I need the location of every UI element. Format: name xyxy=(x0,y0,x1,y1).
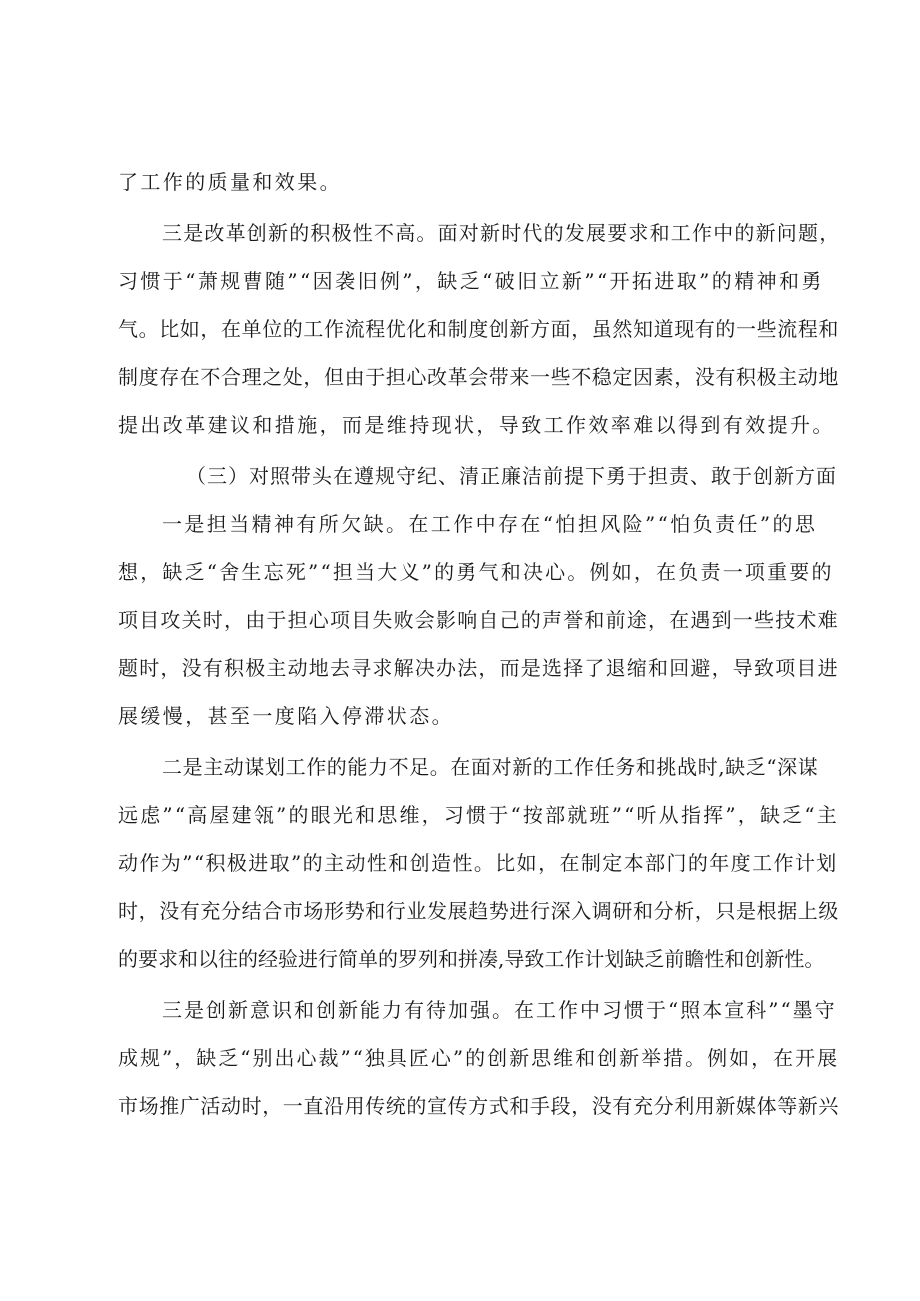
paragraph-line: 市场推广活动时，一直沿用传统的宣传方式和手段，没有充分利用新媒体等新兴 xyxy=(118,1094,839,1118)
paragraph-line: 展缓慢，甚至一度陷入停滞状态。 xyxy=(118,704,454,728)
paragraph-line: 气。比如，在单位的工作流程优化和制度创新方面，虽然知道现有的一些流程和 xyxy=(118,317,839,341)
paragraph-line: 题时，没有积极主动地去寻求解决办法，而是选择了退缩和回避，导致项目进 xyxy=(118,656,839,680)
paragraph-line: 远虑”“高屋建瓴”的眼光和思维，习惯于“按部就班”“听从指挥”，缺乏“主 xyxy=(118,803,839,827)
paragraph-line: 二是主动谋划工作的能力不足。在面对新的工作任务和挑战时,缺乏“深谋 xyxy=(162,755,819,779)
paragraph-line: 成规”，缺乏“别出心裁”“独具匠心”的创新思维和创新举措。例如，在开展 xyxy=(118,1046,840,1070)
paragraph-line: 想，缺乏“舍生忘死”“担当大义”的勇气和决心。例如，在负责一项重要的 xyxy=(118,560,834,584)
paragraph-line: 动作为”“积极进取”的主动性和创造性。比如，在制定本部门的年度工作计划 xyxy=(118,851,838,875)
paragraph-line: 的要求和以往的经验进行简单的罗列和拼凑,导致工作计划缺乏前瞻性和创新性。 xyxy=(118,947,825,971)
paragraph-line: 项目攻关时，由于担心项目失败会影响自己的声誉和前途，在遇到一些技术难 xyxy=(118,608,839,632)
paragraph-line: 制度存在不合理之处，但由于担心改革会带来一些不稳定因素，没有积极主动地 xyxy=(118,365,839,389)
paragraph-line: 提出改革建议和措施，而是维持现状，导致工作效率难以得到有效提升。 xyxy=(118,413,835,437)
paragraph-line: 三是创新意识和创新能力有待加强。在工作中习惯于“照本宣科”“墨守 xyxy=(162,998,837,1022)
paragraph-line: 三是改革创新的积极性不高。面对新时代的发展要求和工作中的新问题， xyxy=(162,221,841,245)
paragraph-line: 习惯于“萧规曹随”“因袭旧例”，缺乏“破旧立新”“开拓进取”的精神和勇 xyxy=(118,269,824,293)
paragraph-line: 一是担当精神有所欠缺。在工作中存在“怕担风险”“怕负责任”的思 xyxy=(162,512,818,536)
paragraph-line: 时，没有充分结合市场形势和行业发展趋势进行深入调研和分析，只是根据上级 xyxy=(118,899,839,923)
paragraph-line: 了工作的质量和效果。 xyxy=(118,170,342,194)
section-heading: （三）对照带头在遵规守纪、清正廉洁前提下勇于担责、敢于创新方面 xyxy=(186,464,837,488)
